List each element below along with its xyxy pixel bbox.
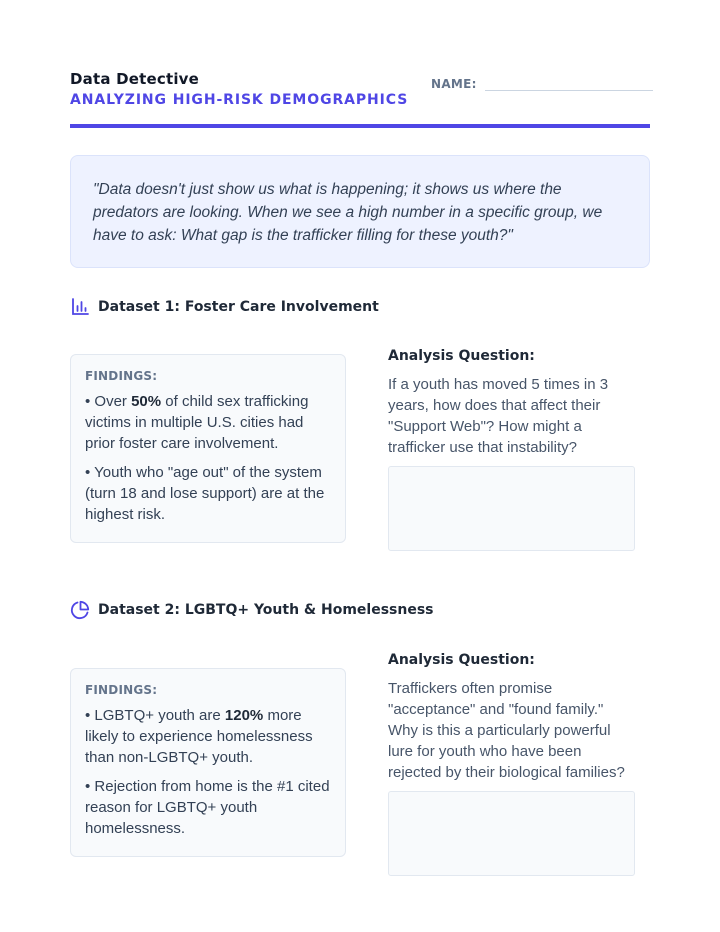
finding-item: • Youth who "age out" of the system (turn 18 and lose support) are at the highest risk. [85,464,325,523]
name-input-line[interactable] [485,73,653,91]
finding-stat: 50% [131,393,162,410]
dataset-1-findings [70,354,346,543]
dataset-2-analysis [388,652,635,783]
pie-chart-icon [70,600,90,620]
name-field[interactable] [431,73,653,91]
bar-chart-icon [70,297,90,317]
finding-item: • Rejection from home is the #1 cited reason for LGBTQ+ youth homelessness. [85,778,330,837]
quote-box: "Data doesn't just show us what is happening; it shows us where the predators are looking. When we see a high number in a specific group, we have to ask: What gap is the trafficker filling for these youth?" [70,155,650,268]
finding-stat: 120% [224,707,264,724]
name-label: NAME: [431,77,477,91]
finding-item: • LGBTQ+ youth are 120% more likely to experience homelessness than non-LGBTQ+ youth. [85,707,313,766]
dataset-2-answer-box[interactable] [388,791,635,876]
dataset-1-heading: Dataset 1: Foster Care Involvement [98,299,379,315]
findings-label: FINDINGS: [85,683,158,697]
worksheet-header [70,70,650,108]
dataset-1-answer-box[interactable] [388,466,635,551]
brand-title: Data Detective [70,70,200,88]
dataset-2-heading: Dataset 2: LGBTQ+ Youth & Homelessness [98,602,434,618]
dataset-1-analysis [388,348,635,458]
dataset-2-title [70,600,434,620]
findings-label: FINDINGS: [85,369,158,383]
analysis-question-label: Analysis Question: [388,348,535,364]
dataset-1-title [70,297,379,317]
dataset-2-findings [70,668,346,857]
header-divider [70,124,650,128]
finding-item: • Over 50% of child sex trafficking victims in multiple U.S. cities had prior foster care involvement. [85,393,309,452]
analysis-question-text: If a youth has moved 5 times in 3 years, how does that affect their "Support Web"? How might a trafficker use that instability? [388,376,609,456]
worksheet-subtitle: ANALYZING HIGH-RISK DEMOGRAPHICS [70,92,409,108]
analysis-question-text: Traffickers often promise "acceptance" and "found family." Why is this a particularly powerful lure for youth who have been rejected by their biological families? [388,680,625,781]
analysis-question-label: Analysis Question: [388,652,535,668]
